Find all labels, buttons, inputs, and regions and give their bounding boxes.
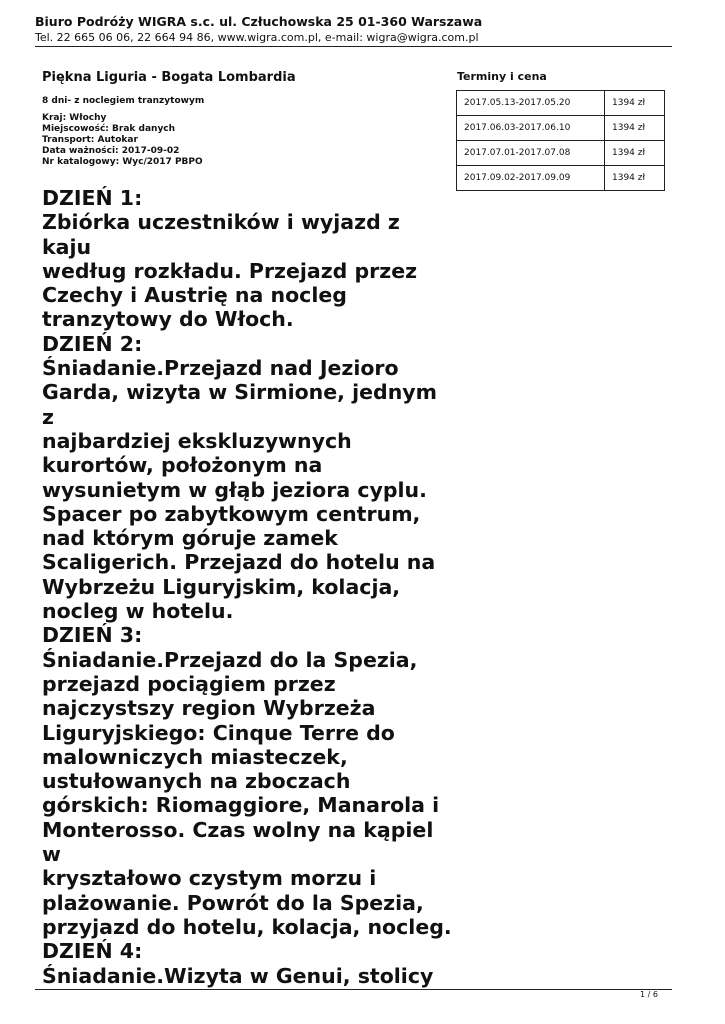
term-dates: 2017.05.13-2017.05.20 <box>457 91 605 116</box>
meta-catalog-number: Nr katalogowy: Wyc/2017 PBPO <box>42 157 203 167</box>
itinerary-body <box>42 186 452 988</box>
meta-validity: Data ważności: 2017-09-02 <box>42 146 180 156</box>
document-header <box>35 14 672 45</box>
term-price: 1394 zł <box>605 116 665 141</box>
tour-meta <box>42 113 203 168</box>
meta-country: Kraj: Włochy <box>42 113 107 123</box>
header-divider <box>35 46 672 47</box>
tour-subtitle: 8 dni- z noclegiem tranzytowym <box>42 96 205 106</box>
footer-divider <box>35 989 672 990</box>
table-row <box>457 116 665 141</box>
day-description: Śniadanie.Przejazd nad Jezioro Garda, wizyta w Sirmione, jednym z najbardziej ekskluzywnych kurortów, położonym na wysunietym w głąb jeziora cyplu. Spacer po zabytkowym centrum, nad którym góruje zamek Scaligerich. Przejazd do hotelu na Wybrzeżu Liguryjskim, kolacja, nocleg w hotelu. <box>42 356 438 624</box>
term-dates: 2017.07.01-2017.07.08 <box>457 141 605 166</box>
day-description: Zbiórka uczestników i wyjazd z kaju według rozkładu. Przejazd przez Czechy i Austrię na nocleg tranzytowy do Włoch. <box>42 210 418 332</box>
term-price: 1394 zł <box>605 91 665 116</box>
page-number: 1 / 6 <box>640 990 658 999</box>
day-heading: DZIEŃ 1: <box>42 186 143 210</box>
table-row <box>457 91 665 116</box>
day-description: Śniadanie.Wizyta w Genui, stolicy <box>42 963 434 988</box>
day-heading: DZIEŃ 2: <box>42 331 143 356</box>
term-price: 1394 zł <box>605 166 665 191</box>
term-price: 1394 zł <box>605 141 665 166</box>
day-heading: DZIEŃ 3: <box>42 623 143 648</box>
term-dates: 2017.09.02-2017.09.09 <box>457 166 605 191</box>
day-description: Śniadanie.Przejazd do la Spezia, przejazd pociągiem przez najczystszy region Wybrzeża Liguryjskiego: Cinque Terre do malowniczych miasteczek, ustułowanych na zboczach górskich: Riomaggiore, Manarola i Monterosso. Czas wolny na kąpiel w kryształowo czystym morzu i plażowanie. Powrót do la Spezia, przyjazd do hotelu, kolacja, nocleg. <box>42 647 452 939</box>
table-row <box>457 141 665 166</box>
contact-line: Tel. 22 665 06 06, 22 664 94 86, www.wigra.com.pl, e-mail: wigra@wigra.com.pl <box>35 31 479 44</box>
term-dates: 2017.06.03-2017.06.10 <box>457 116 605 141</box>
meta-location: Miejscowość: Brak danych <box>42 124 176 134</box>
tour-title: Piękna Liguria - Bogata Lombardia <box>42 70 296 85</box>
day-heading: DZIEŃ 4: <box>42 939 143 964</box>
terms-table <box>456 90 665 191</box>
company-line: Biuro Podróży WIGRA s.c. ul. Człuchowska 25 01-360 Warszawa <box>35 14 483 29</box>
table-row <box>457 166 665 191</box>
meta-transport: Transport: Autokar <box>42 135 138 145</box>
terms-heading: Terminy i cena <box>457 70 547 83</box>
